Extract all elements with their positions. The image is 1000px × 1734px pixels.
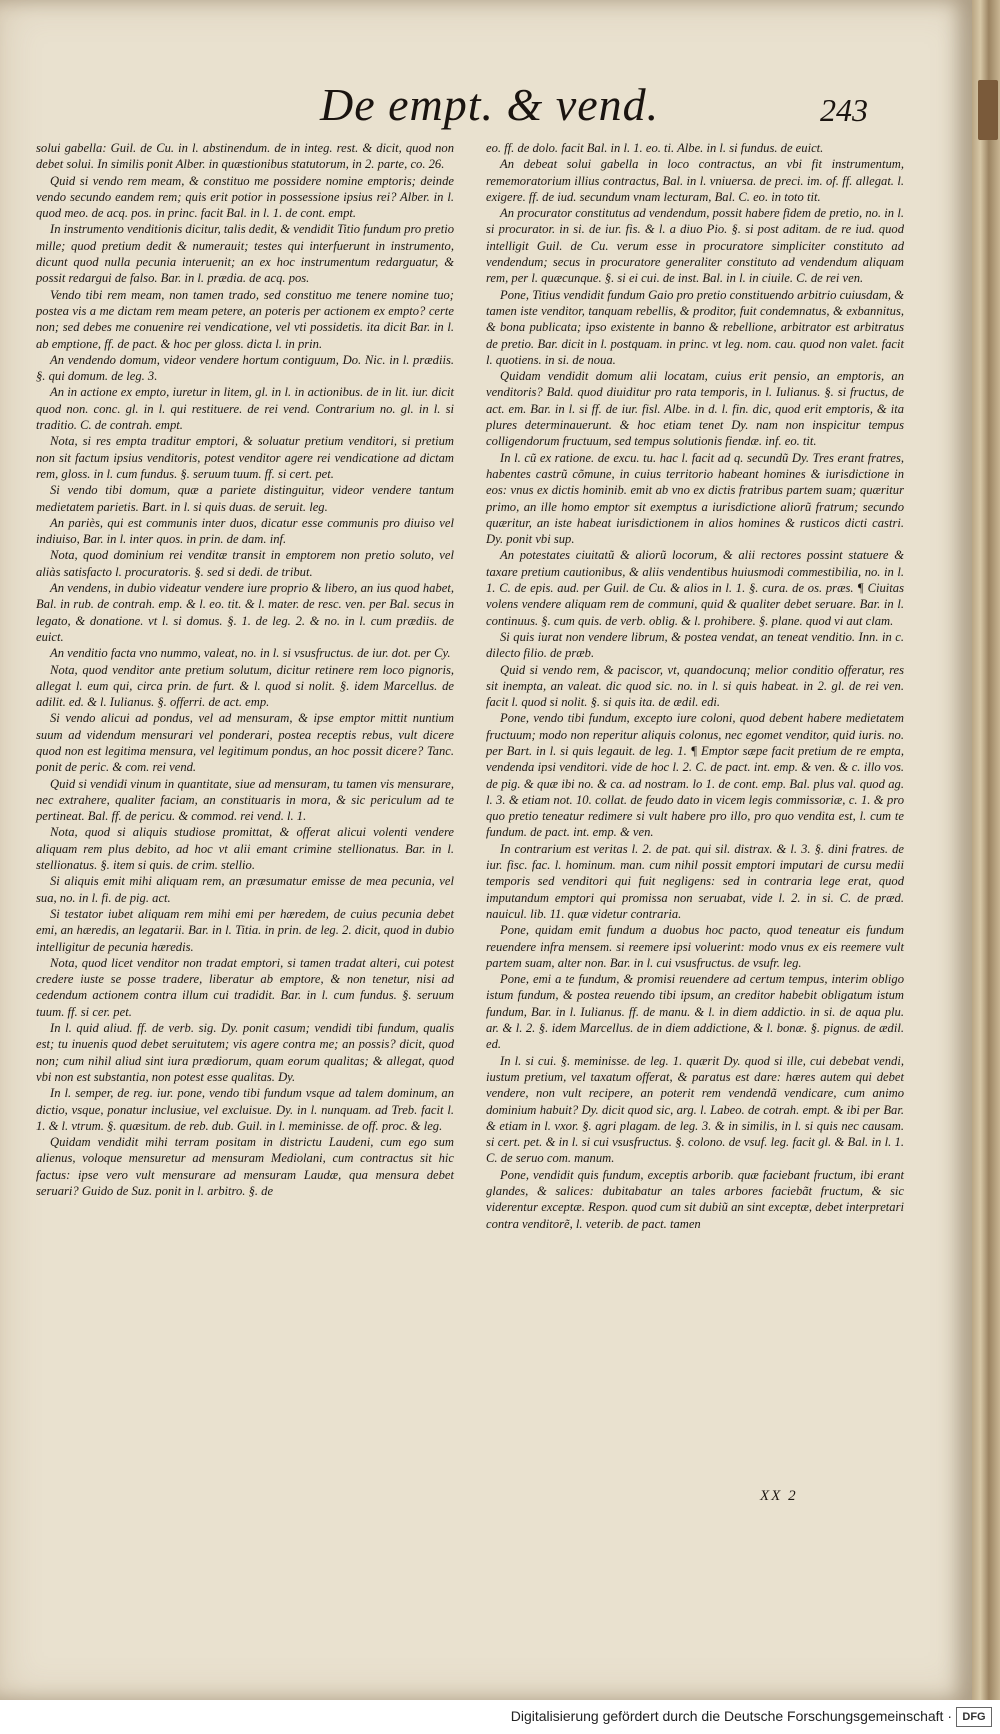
paragraph: In instrumento venditionis dicitur, talis dedit, & vendidit Titio fundum pro pretio mille; quod pretium dedit & numerauit; testes qui interfuerunt in instrumento, dicunt quod nulla pecunia interuenit; an ex hoc instrumentum redarguatur, & possit redargui de falso. Bar. in l. prædia. de acq. pos.	[36, 222, 454, 286]
paragraph: An potestates ciuitatũ & aliorũ locorum, & alii rectores possint statuere & taxare pretium cautionibus, & aliis vendentibus huiusmodi commestibilia, no. in l. 1. C. de epis. aud. per Guil. de Cu. & alios in l. 1. §. cura. de os. præs. ¶ Ciuitas volens vendere aliquam rem de communi, quid & qualiter debet seruare. Bar. in l. continuus. §. cum quis. de verb. oblig. & l. prohibere. §. plane. quod vi aut clam.	[486, 548, 904, 628]
paragraph: Pone, quidam emit fundum a duobus hoc pacto, quod teneatur eis fundum reuendere infra mensem. si reemere ipsi voluerint: modo vnus ex eis reemere vult partem suam, alter non. Bar. in l. cui vsusfructus. de vsufr. leg.	[486, 923, 904, 970]
right-column	[486, 140, 904, 1232]
paragraph: Nota, quod licet venditor non tradat emptori, si tamen tradat alteri, cui potest credere iuste se posse tradere, liberatur ab emptore, & non tenetur, nisi ad cedendum actionem contra illum cui tradidit. Bar. in l. cum fundus. §. seruum tuum. ff. si cer. pet.	[36, 955, 454, 1019]
paragraph: Si aliquis emit mihi aliquam rem, an præsumatur emisse de mea pecunia, vel sua, no. in l. fi. de pig. act.	[36, 874, 454, 905]
paragraph: In contrarium est veritas l. 2. de pat. qui sil. distrax. & l. 3. §. dini fratres. de iur. fisc. fac. l. hominum. man. cum nihil possit emptori imputari de cursu medii temporis sed venditori qui fuit negligens: sed in contraria lege erat, quod imputandum emptori qui promissa non seruabat, vide l. 2. in si. C. de præd. nauicul. lib. 11. quæ videtur contraria.	[486, 841, 904, 921]
paragraph: Vendo tibi rem meam, non tamen trado, sed constituo me tenere nomine tuo; postea vis a me dictam rem meam petere, an poteris per actionem ex empto? certe non; sed debes me conuenire rei vendicatione, vel vti possidetis. ita dicit Bar. in l. ab emptione, ff. de pact. & hoc per gloss. dicta l. in prin.	[36, 287, 454, 351]
paragraph: An venditio facta vno nummo, valeat, no. in l. si vsusfructus. de iur. dot. per Cy.	[50, 646, 451, 661]
paragraph: In l. quid aliud. ff. de verb. sig. Dy. ponit casum; vendidi tibi fundum, qualis est; tu inuenis quod debet seruitutem; vis agere contra me; an possis? dicit, quod non; cum nihil aliud sint iura prædiorum, quam eorum qualitas; & allegat, quod vbi non est substantia, non potest esse qualitas. Dy.	[36, 1021, 454, 1084]
paragraph: In l. si cui. §. meminisse. de leg. 1. quærit Dy. quod si ille, cui debebat vendi, iustum pretium, vel taxatum offerat, & paratus est dare: hæres autem qui debet vendere, non vult recipere, an poterit rem vendendã vendicare, cum animo dominium habuit? Dy. dicit quod sic, arg. l. Labeo. de cotrah. empt. & ibi per Bar. & etiam in l. vxor. §. agri plagam. de leg. 3. & in similis, in l. si quis nec causam. si cert. pet. & in l. si cui vsusfructus. §. colono. de vsuf. leg. facit gl. & Bal. in l. 1. C. de seruo com. manum.	[486, 1053, 904, 1166]
paragraph: Quidam vendidit domum alii locatam, cuius erit pensio, an emptoris, an venditoris? Bald. quod diuiditur pro rata temporis, in l. Iulianus. §. si fructus, de act. em. Bar. in l. si ff. de iur. fisl. Albe. in d. l. fin. dic, quod erit emptoris, & ita plures determinauerunt. & hoc etiam tenet Dy. nam non inspicitur tempus colligendorum fructuum, sed tempus solutionis fiendæ. inf. eo. tit.	[486, 369, 904, 449]
funding-note: Digitalisierung gefördert durch die Deutsche Forschungsgemeinschaft ·	[510, 1708, 952, 1724]
paragraph: Quidam vendidit mihi terram positam in districtu Laudeni, cum ego sum alienus, voloque mensuretur ad mensuram Mediolani, cum contractus sit hic factus: ipse vero vult mensurare ad mensuram Laudæ, qua mensura debet seruari? Guido de Suz. ponit in l. arbitro. §. de	[36, 1135, 454, 1198]
signature-mark: XX 2	[760, 1488, 798, 1504]
paragraph: Pone, vendo tibi fundum, excepto iure coloni, quod debent habere medietatem fructuum; modo non reperitur aliquis colonus, nec egomet venditor, quid iuris. no. per Bart. in l. si quis legauit. de leg. 1. ¶ Emptor sæpe facit pretium de re empta, vendenda ipsi venditori. vide de hoc l. 2. C. de pact. int. emp. & ven. & c. illo vos. de pig. & quæ ibi no. & ca. ad nostram. lo 1. de cont. emp. Bal. plus val. quod ag. l. 3. & etiam not. 10. collat. de feudo dato in vicem legis commissoriæ, c. 1. & pro quo pretio teneatur redimere si vult habere pro illo, pro quo vendita est, l. cum te fundum. de pact. int. emp. & ven.	[486, 711, 904, 840]
dfg-logo-icon: DFG	[956, 1707, 992, 1727]
paragraph: An vendens, in dubio videatur vendere iure proprio & libero, an ius quod habet, Bal. in rub. de contrah. emp. & l. eo. tit. & l. mater. de resc. ven. per Bal. secus in legato, & donatione. vt l. si domus. §. 1. de leg. 2. & no. in l. cum prædiis. de euict.	[36, 581, 454, 644]
paragraph: Quid si vendidi vinum in quantitate, siue ad mensuram, tu tamen vis mensurare, nec extrahere, qualiter faciam, an constituaris in mora, & sic periculum ad te pertineat. Bal. ff. de pericu. & commod. rei vend. l. 1.	[36, 776, 454, 824]
paragraph: Nota, si res empta traditur emptori, & soluatur pretium venditori, si pretium non sit factum ipsius venditoris, potest venditor agere rei vendicatione ad dictam rem, gloss. in l. cum fundus. §. seruum tuum. ff. si cert. pet.	[36, 434, 454, 481]
paragraph: An debeat solui gabella in loco contractus, an vbi fit instrumentum, rememoratorium illius contractus, Bal. in l. vniuersa. de preci. im. of. ff. allegat. l. exigere. ff. de iud. secundum vnam lecturam, Bal. C. eo. in toto tit.	[486, 157, 904, 204]
paragraph: In l. semper, de reg. iur. pone, vendo tibi fundum vsque ad talem dominum, an dictio, vsque, ponatur inclusiue, vel excluisue. Dy. in l. nunquam. ad Treb. facit l. 1. & l. vtrum. §. quæsitum. de reb. dub. Guil. in l. meminisse. de off. proc. & leg.	[36, 1086, 454, 1133]
page-edge	[972, 0, 1000, 1700]
paragraph: Quid si vendo rem meam, & constituo me possidere nomine emptoris; deinde vendo secundo eandem rem; quis erit potior in possessione ipsius rei? Alber. in l. quod meo. de acq. pos. in princ. facit Bal. in l. 1. de cont. empt.	[36, 173, 454, 221]
paragraph: An in actione ex empto, iuretur in litem, gl. in l. in actionibus. de in lit. iur. dicit quod non. conc. gl. in l. qui restituere. de rei vend. Contrarium no. gl. in l. si traditio. C. de contrah. empt.	[36, 385, 454, 433]
paragraph: In l. cũ ex ratione. de excu. tu. hac l. facit ad q. secundũ Dy. Tres erant fratres, habentes castrũ cõmune, in cuius territorio habeant homines & iurisdictione in eos: vnus ex dictis hominib. emit ab vno ex dictis fratribus partem suam; quæritur primo, an ille homo emptor sit exemptus a iurisdictione aliorũ fratrum; secundo quæritur, an iste habeat iurisdictionem in alios homines & rusticos dicti castri. Dy. ponit vbi sup.	[486, 450, 904, 547]
paragraph: eo. ff. de dolo. facit Bal. in l. 1. eo. ti. Albe. in l. si fundus. de euict.	[486, 141, 824, 155]
paragraph: Pone, emi a te fundum, & promisi reuendere ad certum tempus, interim obligo istum fundum, & postea reuendo tibi ipsum, an creditor habebit obligatum istum fundum, Bar. in l. Iulianus. ff. de manu. & l. in diem addictio. in si. de aqua plu. ar. & l. 2. §. idem Marcellus. de in diem addictione, & l. bonæ. §. pignus. de ædil. ed.	[486, 972, 904, 1052]
paragraph: An procurator constitutus ad vendendum, possit habere fidem de pretio, no. in l. si procurator. in si. de iur. fis. & l. a diuo Pio. §. si post aditam. de re iud. quod intelligit Guil. de Cu. verum esse in procuratore simpliciter constituto ad vendendum; secus in procuratore generaliter constituto ad vendendum aliquam rem, per l. quæcunque. §. si ei cui. de inst. Bal. in l. in ciuile. C. de rei ven.	[486, 206, 904, 286]
paragraph: An vendendo domum, videor vendere hortum contiguum, Do. Nic. in l. prædiis. §. qui domum. de leg. 3.	[36, 352, 454, 384]
paragraph: Si vendo alicui ad pondus, vel ad mensuram, & ipse emptor mittit nuntium suum ad videndum mensurari vel ponderari, postea receptis rebus, vult dicere quod non est legitima mensura, vel legitimum pondus, an hoc possit dicere? Tanc. ponit de peric. & com. rei vend.	[36, 711, 454, 775]
running-head: De empt. & vend.	[320, 79, 660, 130]
paragraph: Si testator iubet aliquam rem mihi emi per hæredem, de cuius pecunia debet emi, an hæredis, an legatarii. Bar. in l. Titia. in prin. de leg. 2. dicit, quod in dubio intelligitur de pecunia hæredis.	[36, 906, 454, 954]
page-number: 243	[820, 92, 868, 128]
paragraph: Nota, quod si aliquis studiose promittat, & offerat alicui volenti vendere aliquam rem plus debito, ad hoc vt alii emant crimine stellionatus. Bar. in l. stellionatus. §. item si quis. de crim. stellio.	[36, 825, 454, 873]
paragraph: Quid si vendo rem, & paciscor, vt, quandocunq; melior conditio offeratur, res sit inempta, an valeat. dic quod sic. no. in l. si quis habeat. in 2. gl. de rei ven. facit l. quod si nolit. §. si quis ita. de ædil. edi.	[486, 662, 904, 710]
paragraph: Pone, Titius vendidit fundum Gaio pro pretio constituendo arbitrio cuiusdam, & tamen iste venditor, tanquam rebellis, & proditor, fuit condemnatus, & exbannitus, & bona publicata; ipso existente in banno & rebellione, arbitrator est arbitratus de pretio. Bar. dicit in l. postquam. in princ. vt leg. nom. cau. quod non valet. facit l. quotiens. in si. de noua.	[486, 287, 904, 367]
paragraph: An pariès, qui est communis inter duos, dicatur esse communis pro diuiso vel indiuiso, Bar. in l. inter quos. in prin. de dam. inf.	[36, 515, 454, 547]
paragraph: Si vendo tibi domum, quæ a pariete distinguitur, videor vendere tantum medietatem parietis. Bart. in l. si quis duas. de seruit. leg.	[36, 483, 454, 514]
paragraph: Nota, quod venditor ante pretium solutum, dicitur retinere rem loco pignoris, allegat l. eum qui, circa prin. de furt. & l. quod si nolit. §. idem Marcellus. de adilit. ed. & l. Iulianus. §. offerri. de act. emp.	[36, 662, 454, 710]
paragraph: solui gabella: Guil. de Cu. in l. abstinendum. de in integ. rest. & dicit, quod non debet solui. In similis ponit Alber. in quæstionibus statutorum, in 2. parte, co. 26.	[36, 141, 454, 172]
bookmark-tab	[978, 80, 998, 140]
paragraph: Nota, quod dominium rei venditæ transit in emptorem non pretio soluto, vel aliàs satisfacto l. procuratoris. §. sed si dedi. de tribut.	[36, 548, 454, 579]
paragraph: Pone, vendidit quis fundum, exceptis arborib. quæ faciebant fructum, ibi erant glandes, & salices: dubitabatur an tales arbores faciebãt fructum, & sic viderentur exceptæ. Respon. quod cum sit dubiũ an sint exceptæ, debet interpretari contra venditorẽ, l. veterib. de pact. tamen	[486, 1167, 904, 1231]
left-column	[36, 140, 454, 1199]
paragraph: Si quis iurat non vendere librum, & postea vendat, an teneat venditio. Inn. in c. dilecto filio. de præb.	[486, 629, 904, 661]
footer-bar	[0, 1700, 1000, 1734]
